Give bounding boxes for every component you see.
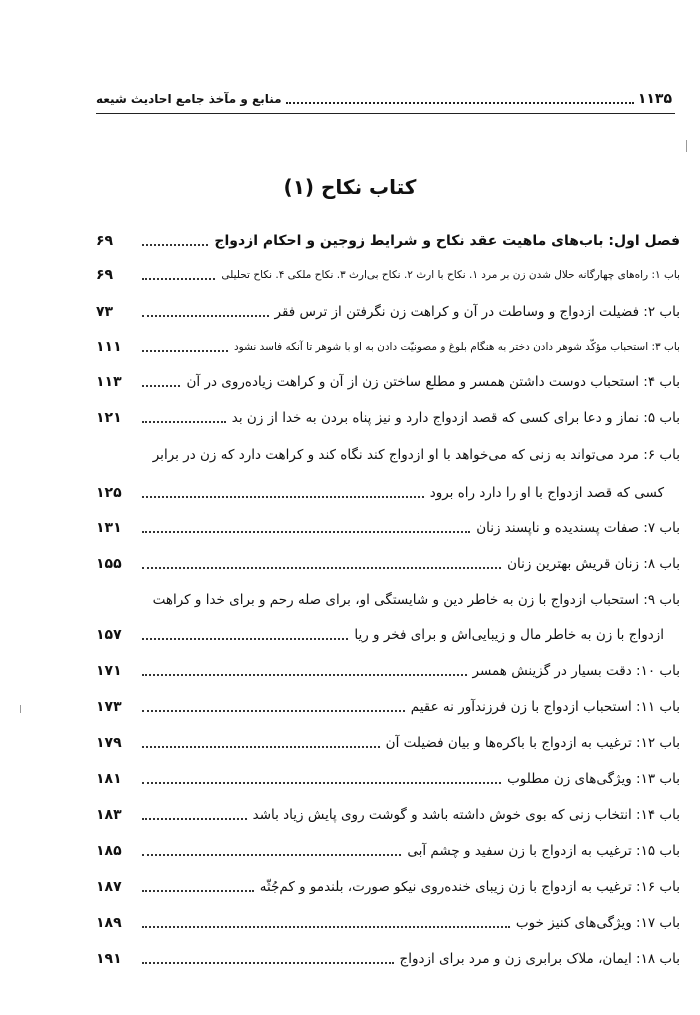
- toc-entry-title: باب ۴: استحباب دوست داشتن همسر و مطلع ساختن زن از آن و کراهت زیاده‌روی در آن: [186, 374, 680, 390]
- toc-entry-title: باب ۳: استحباب مؤکّد شوهر دادن دختر به هنگام بلوغ و مصونیّت دادن به او با شوهر تا آنکه فاسد نشود: [233, 341, 680, 353]
- toc-entry-title: باب ۱۱: استحباب ازدواج با زن فرزندآور نه عقیم: [410, 699, 680, 715]
- toc-page-number: ۱۲۱: [96, 410, 122, 426]
- toc-entry-title: باب ۱۷: ویژگی‌های کنیز خوب: [515, 915, 680, 931]
- toc-entry: [96, 587, 680, 613]
- toc-page-number: ۱۷۹: [96, 735, 122, 751]
- toc-page-number: ۱۹۱: [96, 951, 122, 967]
- toc-entry: [96, 910, 680, 936]
- header-title: منابع و مآخذ جامع احادیث شیعه: [96, 92, 282, 106]
- toc-entry: [96, 946, 680, 972]
- toc-entry-continuation: [96, 480, 680, 506]
- toc-entry: [96, 334, 680, 360]
- toc-entry-title: باب ۱۳: ویژگی‌های زن مطلوب: [507, 771, 680, 787]
- toc-entry: [96, 405, 680, 431]
- toc-page-number: ۷۳: [96, 304, 114, 320]
- toc-entry: [96, 299, 680, 325]
- toc-leader: [142, 488, 424, 498]
- toc-entry-continuation: [96, 622, 680, 648]
- toc-leader: [142, 666, 467, 676]
- toc-page-number: ۱۸۳: [96, 807, 122, 823]
- toc-entry-title: باب ۱۶: ترغیب به ازدواج با زن زیبای خنده‌روی نیکو صورت، بلندمو و کم‌جُثّه: [259, 879, 680, 895]
- toc-page-number: ۱۸۱: [96, 771, 122, 787]
- toc-leader: [142, 810, 247, 820]
- toc-entry: [96, 838, 680, 864]
- toc-page-number: ۱۸۷: [96, 879, 122, 895]
- book-title: کتاب نکاح (۱): [283, 175, 417, 199]
- toc-page-number: ۶۹: [96, 233, 114, 249]
- toc-leader: [142, 559, 501, 569]
- toc-entry-title: باب ۱۲: ترغیب به ازدواج با باکره‌ها و بیان فضیلت آن: [385, 735, 680, 751]
- header-rule: [96, 113, 675, 114]
- toc-entry: [96, 730, 680, 756]
- toc-entry: [96, 658, 680, 684]
- toc-entry-title: باب ۶: مرد می‌تواند به زنی که می‌خواهد با او ازدواج کند نگاه کند و کراهت دارد که زن در برابر: [152, 447, 680, 463]
- toc-leader: [142, 523, 470, 533]
- toc-leader: [142, 236, 208, 246]
- toc-entry-title: باب ۱۸: ایمان، ملاک برابری زن و مرد برای ازدواج: [399, 951, 680, 967]
- toc-page-number: ۱۸۵: [96, 843, 122, 859]
- toc-leader: [142, 774, 501, 784]
- toc-entry-title: ازدواج با زن به خاطر مال و زیبایی‌اش و برای فخر و ریا: [354, 627, 664, 643]
- header-leader: [286, 94, 634, 104]
- toc-page-number: ۱۵۵: [96, 556, 122, 572]
- toc-entry: [96, 694, 680, 720]
- toc-entry-title: باب ۸: زنان قریش بهترین زنان: [507, 556, 680, 572]
- margin-mark: [686, 140, 687, 152]
- toc-leader: [142, 738, 380, 748]
- toc-leader: [142, 846, 401, 856]
- toc-entry-title: باب ۷: صفات پسندیده و ناپسند زنان: [476, 520, 680, 536]
- toc-entry: [96, 802, 680, 828]
- toc-entry-title: باب ۲: فضیلت ازدواج و وساطت در آن و کراهت زن نگرفتن از ترس فقر: [274, 304, 680, 320]
- toc-entry: [96, 515, 680, 541]
- toc-leader: [142, 413, 226, 423]
- toc-entry: [96, 442, 680, 468]
- toc-page-number: ۱۷۳: [96, 699, 122, 715]
- toc-page-number: ۶۹: [96, 267, 114, 283]
- toc-page-number: ۱۷۱: [96, 663, 122, 679]
- toc-entry-title: باب ۵: نماز و دعا برای کسی که قصد ازدواج دارد و نیز پناه بردن به خدا از زن بد: [231, 410, 680, 426]
- toc-entry-title: باب ۹: استحباب ازدواج با زن به خاطر دین و شایستگی او، برای صله رحم و برای خدا و کراهت: [152, 592, 680, 608]
- toc-leader: [142, 377, 180, 387]
- toc-entry: [96, 551, 680, 577]
- toc-entry-title: باب ۱۴: انتخاب زنی که بوی خوش داشته باشد و گوشت روی پایش زیاد باشد: [252, 807, 680, 823]
- toc-leader: [142, 702, 405, 712]
- toc-page-number: ۱۵۷: [96, 627, 122, 643]
- toc-page-number: ۱۸۹: [96, 915, 122, 931]
- toc-entry: [96, 262, 680, 288]
- toc-entry-title: فصل اول: باب‌های ماهیت عقد نکاح و شرایط زوجین و احکام ازدواج: [214, 233, 680, 249]
- running-header: [96, 88, 672, 110]
- toc-page-number: ۱۱۳: [96, 374, 122, 390]
- toc-entry-title: کسی که قصد ازدواج با او را دارد راه برود: [429, 485, 664, 501]
- toc-leader: [142, 307, 269, 317]
- toc-entry-title: باب ۱۵: ترغیب به ازدواج با زن سفید و چشم آبی: [407, 843, 680, 859]
- toc-entry: [96, 369, 680, 395]
- toc-entry-title: باب ۱: راه‌های چهارگانه حلال شدن زن بر مرد ۱. نکاح با ارث ۲. نکاح بی‌ارث ۳. نکاح ملکی ۴. نکاح تحلیلی: [221, 269, 680, 281]
- toc-entry: [96, 228, 680, 254]
- toc-page-number: ۱۲۵: [96, 485, 122, 501]
- toc-entry: [96, 874, 680, 900]
- toc-leader: [142, 270, 215, 280]
- toc-page-number: ۱۳۱: [96, 520, 122, 536]
- margin-mark: [20, 705, 21, 713]
- header-page-number: ۱۱۳۵: [637, 91, 672, 107]
- toc-entry-title: باب ۱۰: دقت بسیار در گزینش همسر: [472, 663, 680, 679]
- toc-leader: [142, 630, 348, 640]
- toc-leader: [142, 882, 254, 892]
- toc-entry: [96, 766, 680, 792]
- toc-leader: [142, 342, 228, 352]
- toc-leader: [142, 954, 394, 964]
- toc-leader: [142, 918, 510, 928]
- toc-page-number: ۱۱۱: [96, 339, 122, 355]
